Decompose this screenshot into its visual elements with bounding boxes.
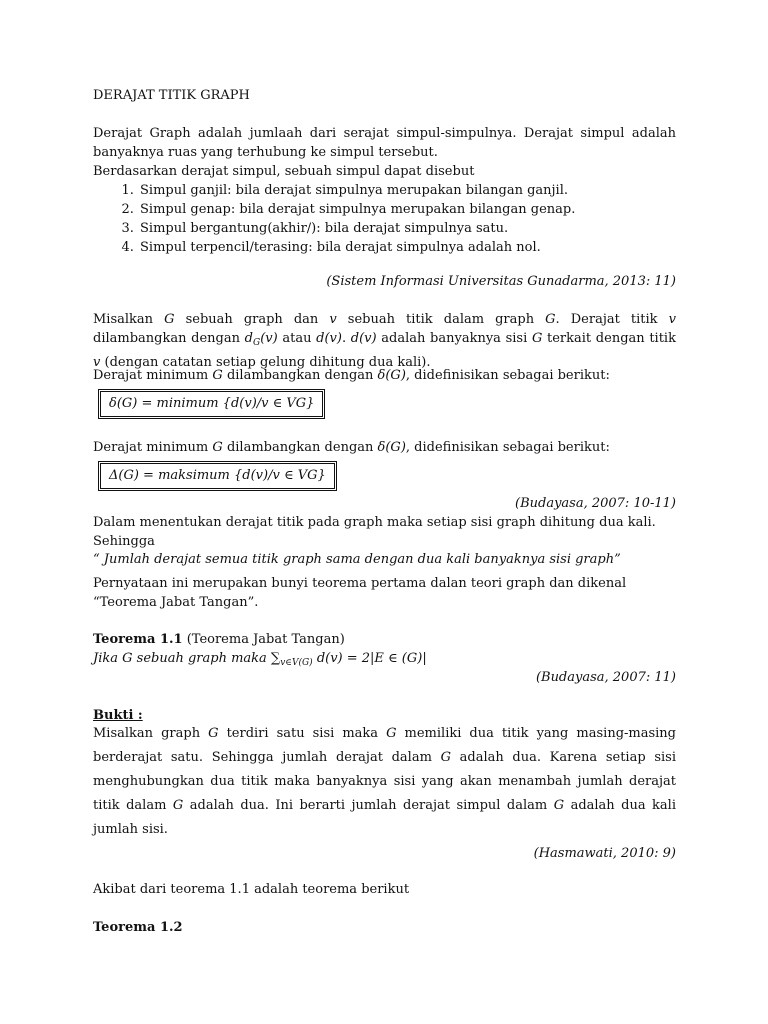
list-item: 3. Simpul bergantung(akhir/): bila derajat simpulnya satu. [138,219,721,238]
theorem-1-2-title: Teorema 1.2 [93,920,183,935]
page-heading: DERAJAT TITIK GRAPH [93,88,250,103]
list-item: 1. Simpul ganjil: bila derajat simpulnya merupakan bilangan ganjil. [138,181,721,200]
max-degree-line: Derajat minimum G dilambangkan dengan δ(G), didefinisikan sebagai berikut: [93,440,610,455]
theorem-1-1-statement: Jika G sebuah graph maka $\sum_{v\in V(G)}$ d(v) = 2|E ∈ (G)| [93,651,427,668]
min-degree-line: Derajat minimum G dilambangkan dengan δ(G), didefinisikan sebagai berikut: [93,368,610,383]
handshake-paragraph: Dalam menentukan derajat titik pada graph maka setiap sisi graph dihitung dua kali. [93,515,656,530]
list-item: 2. Simpul genap: bila derajat simpulnya merupakan bilangan genap. [138,200,721,219]
definition-paragraph: Misalkan G sebuah graph dan v sebuah titik dalam graph G. Derajat titik v dilambangkan dengan $d_G(v)$ atau d(v). d(v) adalah banyaknya sisi G terkait dengan titik v (dengan catatan setiap gelung dihitung dua kali). [93,312,676,370]
citation: (Budayasa, 2007: 11) [535,670,676,685]
theorem-1-1-title: Teorema 1.1 (Teorema Jabat Tangan) [93,632,345,647]
min-degree-formula: δ(G) = minimum {d(v)/v ∈ VG} [98,389,325,419]
handshake-statement: Pernyataan ini merupakan bunyi teorema pertama dalan teori graph dan dikenal “Teorema Jabat Tangan”. [93,576,627,610]
proof-text: Misalkan graph G terdiri satu sisi maka G memiliki dua titik yang masing-masing berderajat satu. Sehingga jumlah derajat dalam G adalah dua. Karena setiap sisi menghubungkan dua titik maka banyaknya sisi yang akan menambah jumlah derajat titik dalam G adalah dua. Ini berarti jumlah derajat simpul dalam G adalah dua kali jumlah sisi. [93,726,677,837]
intro-lead: Berdasarkan derajat simpul, sebuah simpul dapat disebut [93,164,475,179]
proof-label: Bukti : [93,708,143,723]
max-degree-formula: Δ(G) = maksimum {d(v)/v ∈ VG} [98,461,337,491]
citation: (Budayasa, 2007: 10-11) [515,496,676,511]
citation: (Sistem Informasi Universitas Gunadarma, 2013: 11) [326,274,676,289]
citation: (Hasmawati, 2010: 9) [533,846,676,861]
list-item: 4. Simpul terpencil/terasing: bila derajat simpulnya adalah nol. [138,238,721,257]
vertex-type-list [93,181,721,257]
intro-paragraph: Derajat Graph adalah jumlaah dari serajat simpul-simpulnya. Derajat simpul adalah banyaknya ruas yang terhubung ke simpul tersebut. [93,126,676,160]
corollary-line: Akibat dari teorema 1.1 adalah teorema berikut [93,882,410,897]
handshake-quote: “ Jumlah derajat semua titik graph sama dengan dua kali banyaknya sisi graph” [93,552,621,567]
handshake-lead: Sehingga [93,534,155,549]
